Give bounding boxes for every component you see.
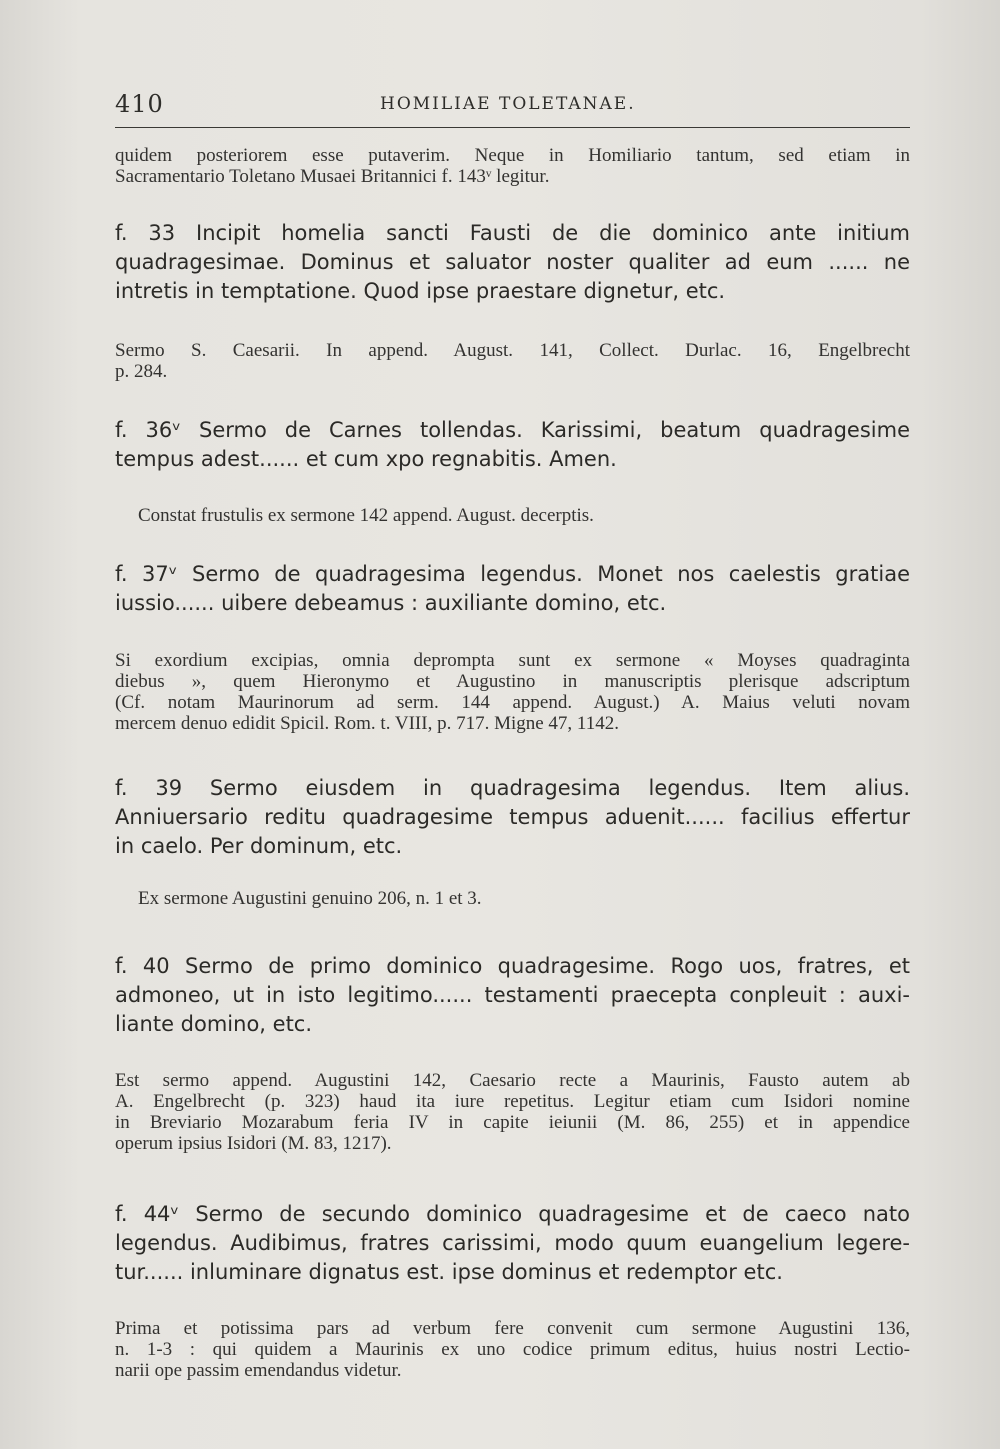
text-line: f. 40 Sermo de primo dominico quadragesime. Rogo uos, fratres, et: [115, 954, 910, 978]
text-line: f. 44ᵛ Sermo de secundo dominico quadragesime et de caeco nato: [115, 1202, 910, 1226]
text-line: p. 284.: [115, 361, 168, 382]
entry-f36v: [115, 416, 910, 474]
note-f44v: [115, 1318, 910, 1381]
note-f40: [115, 1070, 910, 1154]
page-header: [115, 90, 910, 130]
text-line: iussio...... uibere debeamus : auxiliante domino, etc.: [115, 591, 667, 615]
entry-f40: [115, 952, 910, 1039]
text-line: Constat frustulis ex sermone 142 append. August. decerptis.: [138, 505, 594, 526]
text-line: legendus. Audibimus, fratres carissimi, modo quum euangelium legere-: [115, 1231, 910, 1255]
text-line: intretis in temptatione. Quod ipse praestare dignetur, etc.: [115, 279, 726, 303]
text-line: in caelo. Per dominum, etc.: [115, 834, 403, 858]
text-line: mercem denuo edidit Spicil. Rom. t. VIII, p. 717. Migne 47, 1142.: [115, 713, 619, 734]
note-f33: [115, 340, 910, 382]
text-line: A. Engelbrecht (p. 323) haud ita iure repetitus. Legitur etiam cum Isidori nomine: [115, 1091, 910, 1112]
note-f36v: [138, 505, 910, 526]
text-line: f. 33 Incipit homelia sancti Fausti de die dominico ante initium: [115, 221, 910, 245]
text-line: Est sermo append. Augustini 142, Caesario recte a Maurinis, Fausto autem ab: [115, 1070, 910, 1091]
entry-f39: [115, 774, 910, 861]
text-line: (Cf. notam Maurinorum ad serm. 144 append. August.) A. Maius veluti novam: [115, 692, 910, 713]
text-line: liante domino, etc.: [115, 1012, 313, 1036]
entry-f44v: [115, 1200, 910, 1287]
text-line: Sermo S. Caesarii. In append. August. 141, Collect. Durlac. 16, Engelbrecht: [115, 340, 910, 361]
text-line: quidem posteriorem esse putaverim. Neque in Homiliario tantum, sed etiam in: [115, 145, 910, 166]
text-line: f. 36ᵛ Sermo de Carnes tollendas. Karissimi, beatum quadragesime: [115, 418, 910, 442]
text-line: narii ope passim emendandus videtur.: [115, 1360, 402, 1381]
header-rule: [115, 127, 910, 128]
entry-f37v: [115, 560, 910, 618]
text-line: Si exordium excipias, omnia deprompta sunt ex sermone « Moyses quadraginta: [115, 650, 910, 671]
text-line: Ex sermone Augustini genuino 206, n. 1 et 3.: [138, 888, 482, 909]
entry-f33: [115, 219, 910, 306]
note-f37v: [115, 650, 910, 734]
text-line: tempus adest...... et cum xpo regnabitis. Amen.: [115, 447, 617, 471]
text-line: admoneo, ut in isto legitimo...... testamenti praecepta conpleuit : auxi-: [115, 983, 910, 1007]
text-line: tur...... inluminare dignatus est. ipse dominus et redemptor etc.: [115, 1260, 783, 1284]
text-line: diebus », quem Hieronymo et Augustino in manuscriptis plerisque adscriptum: [115, 671, 910, 692]
page-number: 410: [115, 90, 164, 118]
text-line: Anniuersario reditu quadragesime tempus aduenit...... facilius effertur: [115, 805, 910, 829]
text-line: operum ipsius Isidori (M. 83, 1217).: [115, 1133, 392, 1154]
note-f39: [138, 888, 910, 909]
note-continuation: [115, 145, 910, 187]
text-line: Sacramentario Toletano Musaei Britannici f. 143ᵛ legitur.: [115, 166, 550, 187]
text-line: f. 37ᵛ Sermo de quadragesima legendus. Monet nos caelestis gratiae: [115, 562, 910, 586]
text-line: in Breviario Mozarabum feria IV in capite ieiunii (M. 86, 255) et in appendice: [115, 1112, 910, 1133]
text-line: f. 39 Sermo eiusdem in quadragesima legendus. Item alius.: [115, 776, 910, 800]
text-line: Prima et potissima pars ad verbum fere convenit cum sermone Augustini 136,: [115, 1318, 910, 1339]
text-line: n. 1-3 : qui quidem a Maurinis ex uno codice primum editus, huius nostri Lectio-: [115, 1339, 910, 1360]
text-line: quadragesimae. Dominus et saluator noster qualiter ad eum ...... ne: [115, 250, 910, 274]
running-title: HOMILIAE TOLETANAE.: [380, 94, 636, 114]
